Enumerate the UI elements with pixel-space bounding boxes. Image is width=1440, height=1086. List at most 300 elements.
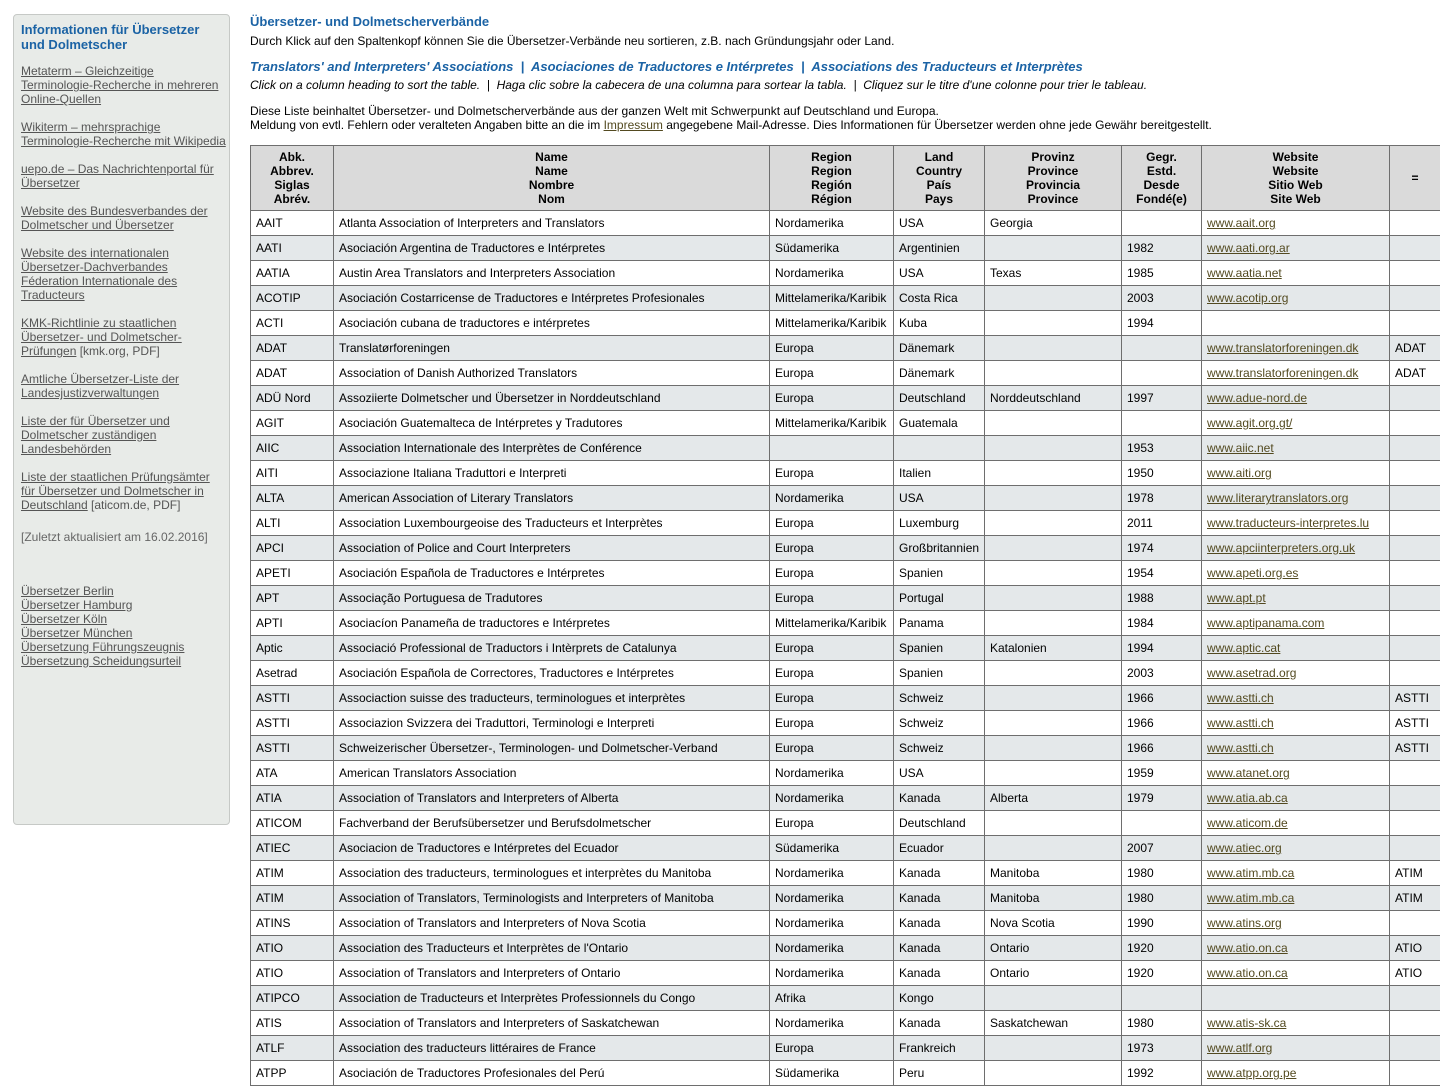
cell-founded: 1980	[1122, 886, 1202, 911]
cell-region: Nordamerika	[770, 761, 894, 786]
cell-abbrev: ATLF	[251, 1036, 334, 1061]
cell-country: USA	[894, 486, 985, 511]
website-link[interactable]: www.atim.mb.ca	[1207, 891, 1294, 905]
table-row	[251, 686, 1440, 711]
column-header-label: Website	[1207, 150, 1384, 164]
cell-equivalent	[1390, 511, 1440, 536]
cell-abbrev: ATINS	[251, 911, 334, 936]
cell-province	[985, 611, 1122, 636]
cell-country: Spanien	[894, 561, 985, 586]
table-row	[251, 736, 1440, 761]
sidebar-item	[21, 414, 226, 456]
cell-province: Norddeutschland	[985, 386, 1122, 411]
cell-abbrev: ATICOM	[251, 811, 334, 836]
cell-region: Mittelamerika/Karibik	[770, 611, 894, 636]
column-header-label: Gegr.	[1127, 150, 1196, 164]
website-link[interactable]: www.traducteurs-interpretes.lu	[1207, 516, 1369, 530]
cell-region: Europa	[770, 686, 894, 711]
cell-abbrev: ATIS	[251, 1011, 334, 1036]
cell-region: Europa	[770, 811, 894, 836]
cell-country: Kanada	[894, 936, 985, 961]
cell-region: Afrika	[770, 986, 894, 1011]
cell-founded: 1974	[1122, 536, 1202, 561]
cell-abbrev: Aptic	[251, 636, 334, 661]
cell-equivalent	[1390, 661, 1440, 686]
website-link[interactable]: www.translatorforeningen.dk	[1207, 366, 1358, 380]
cell-region: Nordamerika	[770, 886, 894, 911]
cell-country: Panama	[894, 611, 985, 636]
website-link[interactable]: www.atins.org	[1207, 916, 1282, 930]
table-row	[251, 236, 1440, 261]
cell-equivalent	[1390, 386, 1440, 411]
sidebar-item-suffix: [aticom.de, PDF]	[88, 498, 181, 512]
column-header-province[interactable]	[985, 146, 1122, 211]
cell-region: Europa	[770, 511, 894, 536]
column-header-label: Province	[990, 192, 1116, 206]
cell-founded: 1982	[1122, 236, 1202, 261]
column-header-label: Abk.	[256, 150, 328, 164]
cell-website	[1202, 386, 1390, 411]
cell-province	[985, 711, 1122, 736]
cell-equivalent: ATIM	[1390, 886, 1440, 911]
sidebar-item-link[interactable]: Amtliche Übersetzer-Liste der Landesjustizverwaltungen	[21, 372, 179, 400]
cell-founded	[1122, 411, 1202, 436]
cell-founded: 1973	[1122, 1036, 1202, 1061]
cell-region: Mittelamerika/Karibik	[770, 411, 894, 436]
cell-country: Spanien	[894, 661, 985, 686]
cell-name: Austin Area Translators and Interpreters Association	[334, 261, 770, 286]
website-link[interactable]: www.atim.mb.ca	[1207, 866, 1294, 880]
table-header-row	[251, 146, 1440, 211]
cell-founded: 1959	[1122, 761, 1202, 786]
cell-name: Association Internationale des Interprètes de Conférence	[334, 436, 770, 461]
sidebar-city-link[interactable]: Übersetzer Köln	[21, 612, 226, 626]
cell-region: Südamerika	[770, 236, 894, 261]
cell-name: Asociación cubana de traductores e intérpretes	[334, 311, 770, 336]
cell-abbrev: ADÜ Nord	[251, 386, 334, 411]
associations-table	[250, 145, 1440, 1086]
website-link[interactable]: www.apt.pt	[1207, 591, 1266, 605]
sidebar-item	[21, 246, 226, 302]
cell-founded: 2011	[1122, 511, 1202, 536]
cell-region: Nordamerika	[770, 961, 894, 986]
cell-name: Association of Translators, Terminologists and Interpreters of Manitoba	[334, 886, 770, 911]
cell-founded: 1994	[1122, 636, 1202, 661]
cell-abbrev: Asetrad	[251, 661, 334, 686]
cell-province	[985, 536, 1122, 561]
website-link[interactable]: www.astti.ch	[1207, 691, 1274, 705]
column-header-label: Estd.	[1127, 164, 1196, 178]
website-link[interactable]: www.agit.org.gt/	[1207, 416, 1292, 430]
cell-abbrev: AITI	[251, 461, 334, 486]
cell-founded: 1992	[1122, 1061, 1202, 1086]
sidebar-item-link[interactable]: Website des Bundesverbandes der Dolmetscher und Übersetzer	[21, 204, 208, 232]
cell-region: Europa	[770, 661, 894, 686]
cell-country: Kanada	[894, 911, 985, 936]
website-link[interactable]: www.astti.ch	[1207, 741, 1274, 755]
cell-region: Europa	[770, 536, 894, 561]
cell-province	[985, 336, 1122, 361]
column-header-label: Nombre	[339, 178, 764, 192]
cell-equivalent	[1390, 911, 1440, 936]
cell-equivalent	[1390, 286, 1440, 311]
sidebar-city-link[interactable]: Übersetzer München	[21, 626, 226, 640]
cell-website	[1202, 1036, 1390, 1061]
website-link[interactable]: www.atiec.org	[1207, 841, 1282, 855]
sidebar-item-link[interactable]: Metaterm – Gleichzeitige Terminologie-Recherche in mehreren Online-Quellen	[21, 64, 218, 106]
cell-equivalent	[1390, 261, 1440, 286]
cell-equivalent: ASTTI	[1390, 686, 1440, 711]
cell-country: Kanada	[894, 861, 985, 886]
cell-name: Association of Translators and Interpreters of Alberta	[334, 786, 770, 811]
table-row	[251, 861, 1440, 886]
website-link[interactable]: www.aiic.net	[1207, 441, 1274, 455]
cell-region: Südamerika	[770, 836, 894, 861]
cell-founded: 1984	[1122, 611, 1202, 636]
sidebar-item-link[interactable]: uepo.de – Das Nachrichtenportal für Übersetzer	[21, 162, 214, 190]
cell-founded: 1994	[1122, 311, 1202, 336]
table-row	[251, 961, 1440, 986]
cell-abbrev: ALTA	[251, 486, 334, 511]
cell-website	[1202, 886, 1390, 911]
column-header-label: Siglas	[256, 178, 328, 192]
cell-equivalent	[1390, 761, 1440, 786]
cell-equivalent	[1390, 636, 1440, 661]
column-header-label: Region	[775, 150, 888, 164]
sidebar-city-link[interactable]: Übersetzer Hamburg	[21, 598, 226, 612]
table-row	[251, 936, 1440, 961]
website-link[interactable]: www.aptipanama.com	[1207, 616, 1324, 630]
cell-website	[1202, 486, 1390, 511]
cell-equivalent: ASTTI	[1390, 736, 1440, 761]
cell-province: Ontario	[985, 961, 1122, 986]
cell-website	[1202, 661, 1390, 686]
cell-country: Frankreich	[894, 1036, 985, 1061]
cell-equivalent: ATIM	[1390, 861, 1440, 886]
cell-region: Nordamerika	[770, 261, 894, 286]
description-text-before: Meldung von evtl. Fehlern oder veralteten Angaben bitte an die im	[250, 118, 604, 132]
column-header-label: Pays	[899, 192, 979, 206]
cell-name: Fachverband der Berufsübersetzer und Berufsdolmetscher	[334, 811, 770, 836]
sidebar-item-link[interactable]: KMK-Richtlinie zu staatlichen Übersetzer- und Dolmetscher-Prüfungen	[21, 316, 182, 358]
table-row	[251, 1036, 1440, 1061]
cell-abbrev: ATIA	[251, 786, 334, 811]
table-row	[251, 636, 1440, 661]
column-header-abbrev[interactable]	[251, 146, 334, 211]
sidebar-item	[21, 120, 226, 148]
cell-website	[1202, 536, 1390, 561]
cell-founded: 1920	[1122, 961, 1202, 986]
sidebar-item-link[interactable]: Liste der staatlichen Prüfungsämter für Übersetzer und Dolmetscher in Deutschland	[21, 470, 210, 512]
cell-country: Schweiz	[894, 686, 985, 711]
cell-province	[985, 986, 1122, 1011]
cell-website	[1202, 511, 1390, 536]
cell-founded: 1979	[1122, 786, 1202, 811]
cell-founded: 1966	[1122, 711, 1202, 736]
sidebar-city-link[interactable]: Übersetzung Scheidungsurteil	[21, 654, 226, 668]
column-header-label: Desde	[1127, 178, 1196, 192]
cell-founded: 1988	[1122, 586, 1202, 611]
cell-country: Deutschland	[894, 811, 985, 836]
cell-province	[985, 736, 1122, 761]
table-row	[251, 411, 1440, 436]
sort-hint-german: Durch Klick auf den Spaltenkopf können Sie die Übersetzer-Verbände neu sortieren, z.B. nach Gründungsjahr oder Land.	[250, 34, 1440, 48]
column-header-label: Name	[339, 164, 764, 178]
sidebar-item-list	[21, 64, 226, 512]
cell-province: Ontario	[985, 936, 1122, 961]
cell-country: Schweiz	[894, 711, 985, 736]
cell-equivalent: ATIO	[1390, 961, 1440, 986]
cell-founded: 1978	[1122, 486, 1202, 511]
cell-equivalent	[1390, 1011, 1440, 1036]
cell-name: Association des traducteurs, terminologues et interprètes du Manitoba	[334, 861, 770, 886]
cell-website	[1202, 936, 1390, 961]
website-link[interactable]: www.atlf.org	[1207, 1041, 1272, 1055]
cell-region: Nordamerika	[770, 211, 894, 236]
website-link[interactable]: www.atis-sk.ca	[1207, 1016, 1286, 1030]
cell-province	[985, 486, 1122, 511]
cell-name: Translatørforeningen	[334, 336, 770, 361]
cell-abbrev: ATIPCO	[251, 986, 334, 1011]
page-title: Übersetzer- und Dolmetscherverbände	[250, 14, 1440, 30]
sidebar-title: Informationen für Übersetzer und Dolmetscher	[21, 22, 226, 52]
table-row	[251, 661, 1440, 686]
cell-website	[1202, 736, 1390, 761]
cell-founded: 2003	[1122, 661, 1202, 686]
website-link[interactable]: www.apciinterpreters.org.uk	[1207, 541, 1355, 555]
table-row	[251, 511, 1440, 536]
website-link[interactable]: www.adue-nord.de	[1207, 391, 1307, 405]
cell-country: Deutschland	[894, 386, 985, 411]
cell-equivalent	[1390, 1036, 1440, 1061]
website-link[interactable]: www.atio.on.ca	[1207, 941, 1288, 955]
cell-region: Europa	[770, 361, 894, 386]
table-row	[251, 536, 1440, 561]
cell-province	[985, 811, 1122, 836]
cell-country: Peru	[894, 1061, 985, 1086]
cell-country: Portugal	[894, 586, 985, 611]
table-row	[251, 436, 1440, 461]
website-link[interactable]: www.aati.org.ar	[1207, 241, 1290, 255]
cell-abbrev: AIIC	[251, 436, 334, 461]
column-header-label: Région	[775, 192, 888, 206]
cell-name: Associazion Svizzera dei Traduttori, Terminologi e Interpreti	[334, 711, 770, 736]
cell-website	[1202, 261, 1390, 286]
cell-region: Mittelamerika/Karibik	[770, 311, 894, 336]
website-link[interactable]: www.astti.ch	[1207, 716, 1274, 730]
column-header-label: Website	[1207, 164, 1384, 178]
website-link[interactable]: www.atanet.org	[1207, 766, 1290, 780]
cell-abbrev: ADAT	[251, 336, 334, 361]
column-header-label: Provinz	[990, 150, 1116, 164]
cell-name: Association Luxembourgeoise des Traducteurs et Interprètes	[334, 511, 770, 536]
cell-region	[770, 436, 894, 461]
website-link[interactable]: www.atio.on.ca	[1207, 966, 1288, 980]
cell-region: Nordamerika	[770, 1011, 894, 1036]
table-row	[251, 836, 1440, 861]
page-title-multilingual: Translators' and Interpreters' Associations | Asociaciones de Traductores e Intérpretes | Associations des Traducteurs et Interprètes	[250, 59, 1440, 75]
cell-region: Südamerika	[770, 1061, 894, 1086]
sidebar	[13, 14, 230, 825]
sidebar-item-link[interactable]: Liste der für Übersetzer und Dolmetscher zuständigen Landesbehörden	[21, 414, 170, 456]
website-link[interactable]: www.aatia.net	[1207, 266, 1282, 280]
cell-country: Spanien	[894, 636, 985, 661]
website-link[interactable]: www.aptic.cat	[1207, 641, 1280, 655]
column-header-region[interactable]	[770, 146, 894, 211]
cell-founded	[1122, 986, 1202, 1011]
sidebar-item	[21, 64, 226, 106]
cell-name: Schweizerischer Übersetzer-, Terminologen- und Dolmetscher-Verband	[334, 736, 770, 761]
website-link[interactable]: www.apeti.org.es	[1207, 566, 1298, 580]
cell-country: Argentinien	[894, 236, 985, 261]
cell-equivalent: ASTTI	[1390, 711, 1440, 736]
cell-name: Association of Police and Court Interpreters	[334, 536, 770, 561]
cell-website	[1202, 286, 1390, 311]
cell-equivalent	[1390, 436, 1440, 461]
cell-province: Nova Scotia	[985, 911, 1122, 936]
cell-region: Europa	[770, 561, 894, 586]
website-link[interactable]: www.translatorforeningen.dk	[1207, 341, 1358, 355]
table-row	[251, 386, 1440, 411]
table-row	[251, 286, 1440, 311]
sidebar-item	[21, 316, 226, 358]
description	[250, 104, 1440, 132]
cell-name: Associazione Italiana Traduttori e Interpreti	[334, 461, 770, 486]
cell-abbrev: ASTTI	[251, 736, 334, 761]
sidebar-item-link[interactable]: Website des internationalen Übersetzer-Dachverbandes Féderation Internationale des Traducteurs	[21, 246, 177, 302]
impressum-link[interactable]: Impressum	[604, 118, 663, 132]
column-header-country[interactable]	[894, 146, 985, 211]
website-link[interactable]: www.atia.ab.ca	[1207, 791, 1288, 805]
cell-website	[1202, 861, 1390, 886]
cell-province	[985, 461, 1122, 486]
cell-equivalent	[1390, 561, 1440, 586]
column-header-website[interactable]	[1202, 146, 1390, 211]
cell-region: Europa	[770, 336, 894, 361]
sort-hint-multilingual: Click on a column heading to sort the table. | Haga clic sobre la cabecera de una columna para sortear la tabla. | Cliquez sur le titre d'une colonne pour trier le tableau.	[250, 78, 1440, 92]
table-row	[251, 211, 1440, 236]
cell-name: Associação Portuguesa de Tradutores	[334, 586, 770, 611]
cell-country: Kanada	[894, 886, 985, 911]
description-line-1: Diese Liste beinhaltet Übersetzer- und Dolmetscherverbände aus der ganzen Welt mit Schwerpunkt auf Deutschland und Europa.	[250, 104, 1440, 118]
cell-province: Georgia	[985, 211, 1122, 236]
website-link[interactable]: www.atpp.org.pe	[1207, 1066, 1296, 1080]
cell-country: Kongo	[894, 986, 985, 1011]
cell-country: Kuba	[894, 311, 985, 336]
cell-province	[985, 686, 1122, 711]
description-text-after: angegebene Mail-Adresse. Dies Informationen für Übersetzer werden ohne jede Gewähr bereitgestellt.	[663, 118, 1212, 132]
cell-region: Nordamerika	[770, 936, 894, 961]
cell-province	[985, 286, 1122, 311]
cell-province	[985, 586, 1122, 611]
cell-country: Schweiz	[894, 736, 985, 761]
cell-region: Nordamerika	[770, 911, 894, 936]
cell-abbrev: APCI	[251, 536, 334, 561]
cell-country: Kanada	[894, 1011, 985, 1036]
cell-country: Italien	[894, 461, 985, 486]
website-link[interactable]: www.acotip.org	[1207, 291, 1288, 305]
cell-region: Europa	[770, 736, 894, 761]
cell-website	[1202, 236, 1390, 261]
cell-abbrev: AAIT	[251, 211, 334, 236]
cell-equivalent	[1390, 611, 1440, 636]
cell-founded: 1920	[1122, 936, 1202, 961]
column-header-name[interactable]	[334, 146, 770, 211]
website-link[interactable]: www.asetrad.org	[1207, 666, 1296, 680]
cell-region: Nordamerika	[770, 786, 894, 811]
sidebar-item	[21, 162, 226, 190]
sidebar-city-link[interactable]: Übersetzer Berlin	[21, 584, 226, 598]
cell-equivalent	[1390, 786, 1440, 811]
column-header-label: Región	[775, 178, 888, 192]
cell-region: Europa	[770, 461, 894, 486]
cell-founded: 1990	[1122, 911, 1202, 936]
cell-abbrev: ASTTI	[251, 686, 334, 711]
cell-name: Association of Translators and Interpreters of Nova Scotia	[334, 911, 770, 936]
column-header-label: Province	[990, 164, 1116, 178]
cell-website	[1202, 361, 1390, 386]
cell-equivalent	[1390, 211, 1440, 236]
sidebar-item-link[interactable]: Wikiterm – mehrsprachige Terminologie-Recherche mit Wikipedia	[21, 120, 226, 148]
website-link[interactable]: www.literarytranslators.org	[1207, 491, 1348, 505]
cell-founded: 1953	[1122, 436, 1202, 461]
table-row	[251, 586, 1440, 611]
cell-abbrev: ATIO	[251, 961, 334, 986]
table-row	[251, 561, 1440, 586]
column-header-founded[interactable]	[1122, 146, 1202, 211]
column-header-label: Region	[775, 164, 888, 178]
cell-name: Asociación Argentina de Traductores e Intérpretes	[334, 236, 770, 261]
cell-region: Nordamerika	[770, 486, 894, 511]
table-body	[251, 211, 1440, 1086]
column-header-label: Provincia	[990, 178, 1116, 192]
column-header-label: Nom	[339, 192, 764, 206]
cell-founded: 1980	[1122, 861, 1202, 886]
table-row	[251, 486, 1440, 511]
cell-country: Luxemburg	[894, 511, 985, 536]
cell-name: Asociación de Traductores Profesionales del Perú	[334, 1061, 770, 1086]
cell-region: Europa	[770, 636, 894, 661]
cell-abbrev: ATIO	[251, 936, 334, 961]
column-header-label: Country	[899, 164, 979, 178]
cell-name: American Translators Association	[334, 761, 770, 786]
cell-country: Dänemark	[894, 361, 985, 386]
cell-province: Alberta	[985, 786, 1122, 811]
cell-province	[985, 311, 1122, 336]
cell-abbrev: AGIT	[251, 411, 334, 436]
website-link[interactable]: www.aait.org	[1207, 216, 1276, 230]
cell-website	[1202, 586, 1390, 611]
cell-name: Association de Traducteurs et Interprètes Professionnels du Congo	[334, 986, 770, 1011]
column-header-equivalent[interactable]	[1390, 146, 1440, 211]
cell-province	[985, 1061, 1122, 1086]
sidebar-item	[21, 204, 226, 232]
cell-equivalent	[1390, 411, 1440, 436]
website-link[interactable]: www.aticom.de	[1207, 816, 1288, 830]
cell-website	[1202, 911, 1390, 936]
cell-website	[1202, 436, 1390, 461]
table-row	[251, 886, 1440, 911]
cell-name: Asociacion de Traductores e Intérpretes del Ecuador	[334, 836, 770, 861]
table-row	[251, 761, 1440, 786]
sidebar-item	[21, 470, 226, 512]
website-link[interactable]: www.aiti.org	[1207, 466, 1272, 480]
description-line-2	[250, 118, 1440, 132]
cell-abbrev: ADAT	[251, 361, 334, 386]
sidebar-city-link[interactable]: Übersetzung Führungszeugnis	[21, 640, 226, 654]
cell-province	[985, 411, 1122, 436]
sidebar-city-links	[21, 584, 226, 668]
